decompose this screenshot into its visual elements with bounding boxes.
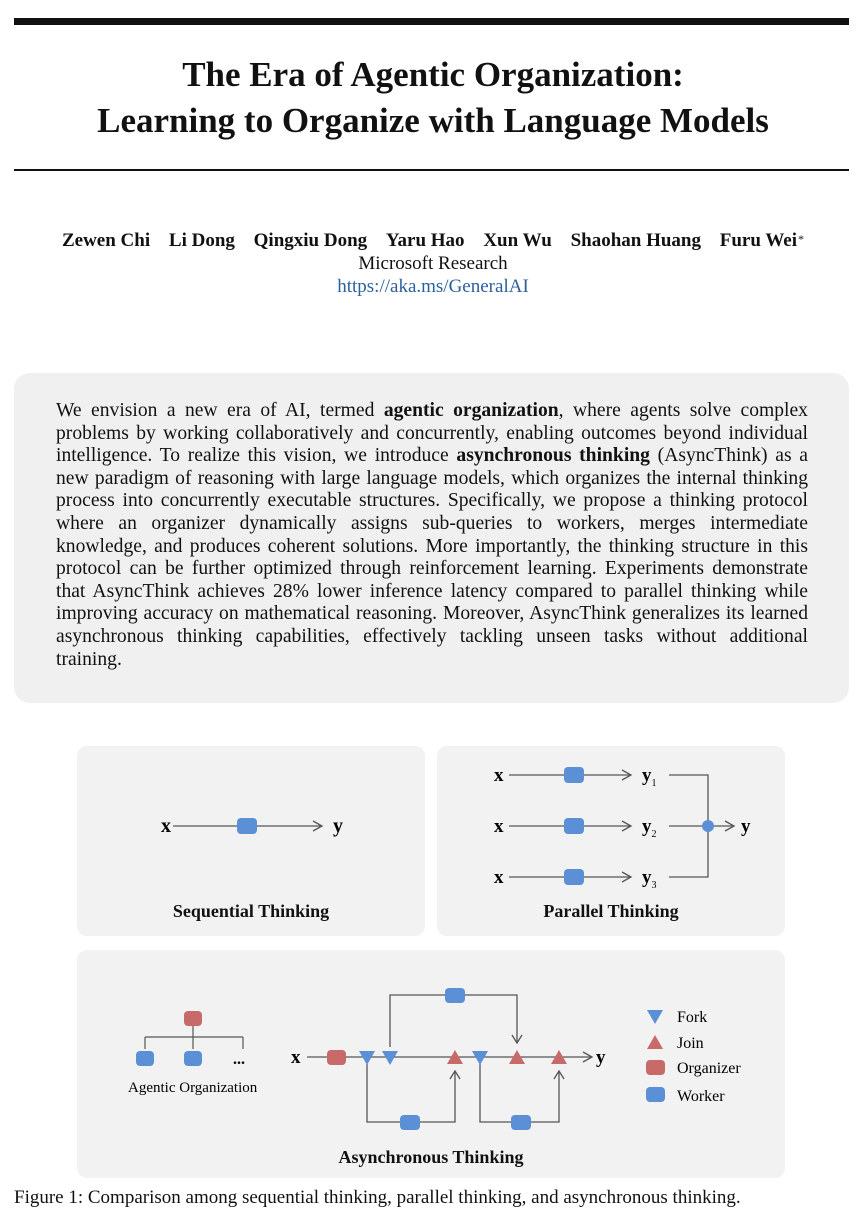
legend-label: Worker <box>677 1088 725 1105</box>
par-input-label: x <box>494 816 504 837</box>
abstract-text <box>56 400 808 671</box>
abstract-bold-term: agentic organization <box>383 400 559 421</box>
legend <box>646 1009 741 1105</box>
title-line-2: Learning to Organize with Language Models <box>97 101 769 140</box>
abstract-part: We envision a new era of AI, termed <box>56 400 384 421</box>
seq-input-label: x <box>161 815 171 837</box>
legend-label: Fork <box>677 1009 708 1026</box>
parallel-label: Parallel Thinking <box>543 901 679 921</box>
par-input-label: x <box>494 765 504 786</box>
abstract-part: (AsyncThink) as a new paradigm of reasoning with large language models, which organizes the internal thinking process into concurrently executable structures. Specifically, we propose a thinking protocol where an organizer dynamically assigns sub-queries to workers, merges intermediate knowledge, and produces coherent solutions. More importantly, the thinking structure in this protocol can be further optimized through reinforcement learning. Experiments demonstrate that AsyncThink achieves 28% lower inference latency compared to parallel thinking while improving accuracy on mathematical reasoning. Moreover, AsyncThink generalizes its learned asynchronous thinking capabilities, effectively tackling unseen tasks without additional training. <box>56 445 809 670</box>
sequential-label: Sequential Thinking <box>172 901 330 921</box>
par-y-label <box>642 816 657 840</box>
abstract-part: , where agents solve complex problems by working collaboratively and concurrently, enabling outcomes beyond individual intelligence. To realize this vision, we introduce <box>56 400 808 467</box>
title-line-1: The Era of Agentic Organization: <box>182 55 684 94</box>
par-y-subscript: 2 <box>651 829 657 840</box>
worker-icon <box>564 767 584 783</box>
fork-icon <box>472 1051 488 1065</box>
org-ellipsis: ... <box>233 1051 245 1068</box>
author: Xun Wu <box>483 230 552 251</box>
organizer-icon <box>327 1050 346 1065</box>
fork-icon <box>382 1051 398 1065</box>
par-y-label <box>642 867 657 891</box>
author-list <box>0 229 866 253</box>
fork-icon <box>359 1051 375 1065</box>
par-output-label: y <box>741 816 751 837</box>
legend-label: Organizer <box>677 1060 741 1077</box>
async-label: Asynchronous Thinking <box>338 1147 524 1167</box>
author: Shaohan Huang <box>570 230 701 251</box>
top-rule <box>14 18 849 25</box>
seq-output-label: y <box>333 815 343 837</box>
corresponding-mark: * <box>798 232 804 246</box>
par-y-base: y <box>642 765 652 786</box>
worker-icon <box>564 869 584 885</box>
legend-label: Join <box>677 1035 704 1052</box>
worker-icon <box>136 1051 154 1066</box>
par-y-subscript: 3 <box>651 880 657 891</box>
join-icon <box>647 1035 663 1049</box>
abstract-bold-term: asynchronous thinking <box>456 445 650 467</box>
par-y-label <box>642 765 657 789</box>
author: Yaru Hao <box>385 230 465 251</box>
org-label: Agentic Organization <box>128 1080 258 1096</box>
project-link[interactable]: https://aka.ms/GeneralAI <box>337 276 529 297</box>
par-input-label: x <box>494 867 504 888</box>
async-output-label: y <box>596 1047 606 1068</box>
author: Li Dong <box>168 230 235 251</box>
author: Furu Wei <box>719 230 797 251</box>
parallel-panel <box>437 746 785 936</box>
author: Zewen Chi <box>61 230 151 251</box>
sequential-panel <box>77 746 425 936</box>
par-y-base: y <box>642 816 652 837</box>
worker-icon <box>400 1115 420 1130</box>
par-y-subscript: 1 <box>651 778 657 789</box>
affiliation: Microsoft Research <box>358 253 508 274</box>
bottom-rule <box>14 169 849 171</box>
async-input-label: x <box>291 1047 301 1068</box>
async-panel <box>77 950 785 1178</box>
abstract-box <box>14 373 849 703</box>
async-lower-branch <box>367 1064 455 1122</box>
worker-icon <box>237 818 257 834</box>
worker-icon <box>646 1087 665 1102</box>
async-diagram <box>77 950 785 1178</box>
merge-node-icon <box>702 820 714 832</box>
figure-caption: Figure 1: Comparison among sequential thinking, parallel thinking, and asynchronous thinking. <box>14 1187 741 1208</box>
organizer-icon <box>646 1060 665 1075</box>
organizer-icon <box>184 1011 202 1026</box>
worker-icon <box>564 818 584 834</box>
async-lower-branch <box>480 1064 559 1122</box>
worker-icon <box>184 1051 202 1066</box>
par-y-base: y <box>642 867 652 888</box>
fork-icon <box>647 1010 663 1024</box>
author-corresponding <box>720 230 804 251</box>
paper-title <box>0 52 866 144</box>
author: Qingxiu Dong <box>253 230 368 251</box>
worker-icon <box>511 1115 531 1130</box>
worker-icon <box>445 988 465 1003</box>
